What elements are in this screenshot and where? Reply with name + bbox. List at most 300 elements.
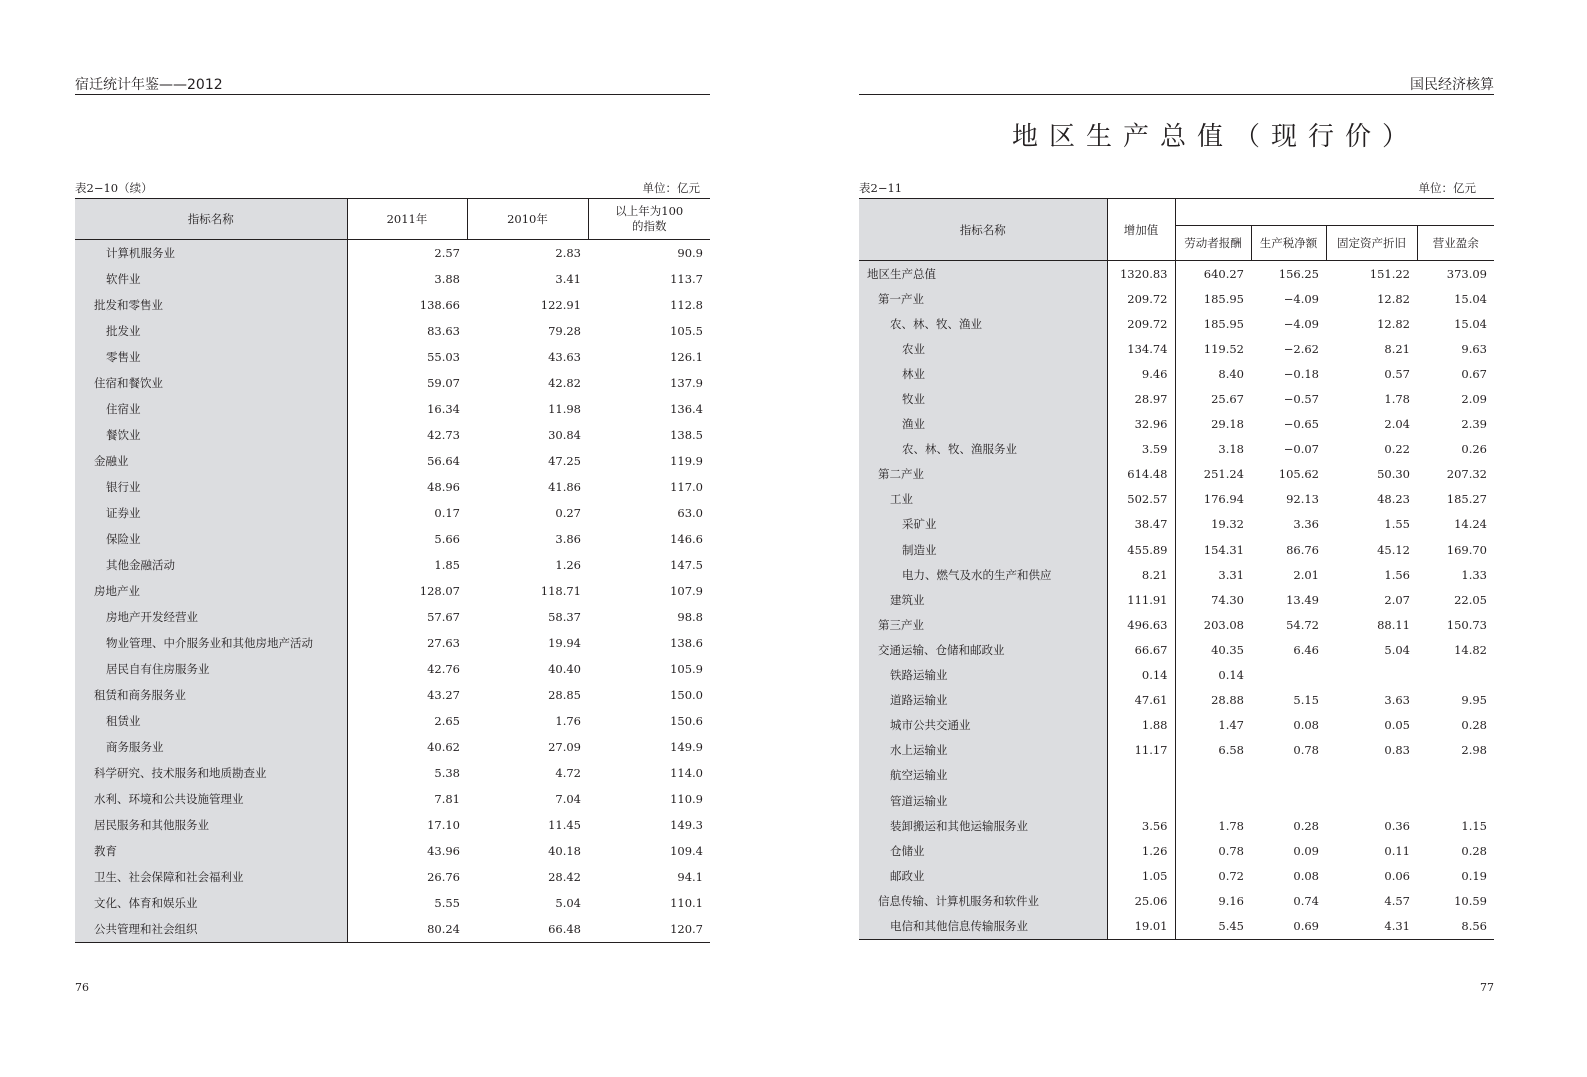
row-label: 电信和其他信息传输服务业 — [859, 913, 1107, 939]
cell-value: 1.88 — [1107, 713, 1175, 738]
table-row — [75, 708, 710, 734]
cell-value: 150.6 — [670, 714, 703, 728]
table-row — [75, 448, 710, 474]
col-header-indicator: 指标名称 — [75, 199, 347, 240]
col-header-operating-surplus: 营业盈余 — [1417, 226, 1494, 261]
table-row — [75, 500, 710, 526]
cell-value: 14.24 — [1454, 517, 1487, 532]
cell-value: 3.59 — [1107, 437, 1175, 462]
row-label: 卫生、社会保障和社会福利业 — [75, 864, 347, 890]
cell-value: 105.62 — [1278, 467, 1319, 482]
row-label: 其他金融活动 — [75, 552, 347, 578]
left-table-body — [75, 240, 710, 943]
cell-value: 27.63 — [427, 636, 460, 650]
cell-value: 40.62 — [427, 740, 460, 754]
row-label: 金融业 — [75, 448, 347, 474]
cell-value: 614.48 — [1107, 462, 1175, 487]
cell-value: 40.40 — [548, 662, 581, 676]
cell-value: 74.30 — [1211, 592, 1244, 607]
cell-value: −0.18 — [1283, 366, 1319, 381]
cell-value: 0.69 — [1293, 918, 1319, 933]
cell-value: 40.35 — [1211, 642, 1244, 657]
cell-value: −4.09 — [1283, 316, 1319, 331]
row-label: 农、林、牧、渔服务业 — [859, 437, 1107, 462]
cell-value: 0.08 — [1293, 868, 1319, 883]
table-row — [75, 786, 710, 812]
cell-value: 8.21 — [1107, 562, 1175, 587]
cell-value — [1417, 663, 1494, 688]
cell-value — [1107, 788, 1175, 813]
col-header-indicator: 指标名称 — [859, 199, 1107, 261]
cell-value: 4.31 — [1384, 918, 1410, 933]
col-header-net-production-tax: 生产税净额 — [1251, 226, 1326, 261]
cell-value: 0.26 — [1461, 442, 1487, 457]
table-row — [859, 386, 1494, 411]
cell-value: 57.67 — [427, 610, 460, 624]
cell-value: 25.06 — [1107, 888, 1175, 913]
row-label: 城市公共交通业 — [859, 713, 1107, 738]
cell-value — [1251, 763, 1326, 788]
table-row — [75, 760, 710, 786]
cell-value: 42.73 — [427, 428, 460, 442]
cell-value — [1251, 788, 1326, 813]
table-row — [75, 474, 710, 500]
cell-value: 8.40 — [1218, 366, 1244, 381]
cell-value: 2.57 — [434, 246, 460, 260]
cell-value: 3.56 — [1107, 813, 1175, 838]
row-label: 房地产业 — [75, 578, 347, 604]
row-label: 住宿和餐饮业 — [75, 370, 347, 396]
cell-value: 0.74 — [1293, 893, 1319, 908]
row-label: 软件业 — [75, 266, 347, 292]
row-label: 科学研究、技术服务和地质勘查业 — [75, 760, 347, 786]
row-label: 仓储业 — [859, 838, 1107, 863]
cell-value: 105.5 — [670, 324, 703, 338]
cell-value: 136.4 — [670, 402, 703, 416]
cell-value: 146.6 — [670, 532, 703, 546]
cell-value: 209.72 — [1107, 286, 1175, 311]
cell-value: 2.09 — [1461, 392, 1487, 407]
cell-value: 138.5 — [670, 428, 703, 442]
table-row — [859, 361, 1494, 386]
cell-value: 8.56 — [1461, 918, 1487, 933]
table-row — [75, 682, 710, 708]
cell-value: 9.63 — [1461, 341, 1487, 356]
cell-value: 59.07 — [427, 376, 460, 390]
cell-value: −2.62 — [1283, 341, 1319, 356]
cell-value: 0.67 — [1461, 366, 1487, 381]
cell-value: 80.24 — [427, 922, 460, 936]
right-header-rule — [859, 94, 1494, 95]
left-page-number: 76 — [75, 981, 89, 994]
row-label: 工业 — [859, 487, 1107, 512]
cell-value — [1417, 763, 1494, 788]
table-row — [75, 604, 710, 630]
cell-value: 14.82 — [1454, 642, 1487, 657]
table-row — [859, 637, 1494, 662]
cell-value: 1.78 — [1218, 818, 1244, 833]
cell-value: 150.73 — [1446, 617, 1487, 632]
cell-value: −0.57 — [1283, 392, 1319, 407]
cell-value: 109.4 — [670, 844, 703, 858]
cell-value: 105.9 — [670, 662, 703, 676]
cell-value: 150.0 — [670, 688, 703, 702]
right-table-caption: 表2−11 — [859, 181, 903, 195]
cell-value: 0.08 — [1293, 718, 1319, 733]
cell-value: 640.27 — [1203, 266, 1244, 281]
cell-value: 11.45 — [548, 818, 581, 832]
table-row — [859, 412, 1494, 437]
cell-value: 149.3 — [670, 818, 703, 832]
cell-value: 5.55 — [434, 896, 460, 910]
cell-value: 40.18 — [548, 844, 581, 858]
row-label: 教育 — [75, 838, 347, 864]
cell-value: 55.03 — [427, 350, 460, 364]
row-label: 制造业 — [859, 537, 1107, 562]
col-header-2011: 2011年 — [347, 199, 467, 240]
cell-value: 149.9 — [670, 740, 703, 754]
cell-value — [1251, 663, 1326, 688]
cell-value: 7.04 — [555, 792, 581, 806]
cell-value: 176.94 — [1203, 492, 1244, 507]
cell-value: 19.01 — [1107, 913, 1175, 939]
cell-value: 27.09 — [548, 740, 581, 754]
row-label: 居民自有住房服务业 — [75, 656, 347, 682]
cell-value: 2.98 — [1461, 743, 1487, 758]
cell-value: 30.84 — [548, 428, 581, 442]
cell-value — [1107, 763, 1175, 788]
cell-value: 38.47 — [1107, 512, 1175, 537]
cell-value: −0.65 — [1283, 417, 1319, 432]
cell-value: −0.07 — [1283, 442, 1319, 457]
table-row — [859, 487, 1494, 512]
cell-value: 0.14 — [1107, 663, 1175, 688]
cell-value — [1326, 663, 1417, 688]
cell-value: 0.28 — [1461, 843, 1487, 858]
col-header-depreciation: 固定资产折旧 — [1326, 226, 1417, 261]
table-row — [75, 890, 710, 916]
cell-value: 502.57 — [1107, 487, 1175, 512]
table-row — [859, 336, 1494, 361]
table-row — [75, 240, 710, 267]
cell-value: 138.6 — [670, 636, 703, 650]
cell-value: 19.94 — [548, 636, 581, 650]
table-row — [75, 630, 710, 656]
table-row — [75, 318, 710, 344]
cell-value: 94.1 — [677, 870, 703, 884]
cell-value: 48.96 — [427, 480, 460, 494]
cell-value — [1175, 763, 1251, 788]
cell-value: 1.33 — [1461, 567, 1487, 582]
row-label: 航空运输业 — [859, 763, 1107, 788]
cell-value: 0.06 — [1384, 868, 1410, 883]
cell-value: 1.47 — [1218, 718, 1244, 733]
table-row — [859, 713, 1494, 738]
cell-value: 0.36 — [1384, 818, 1410, 833]
cell-value: 185.95 — [1203, 291, 1244, 306]
row-label: 文化、体育和娱乐业 — [75, 890, 347, 916]
table-row — [75, 578, 710, 604]
row-label: 信息传输、计算机服务和软件业 — [859, 888, 1107, 913]
cell-value: 118.71 — [540, 584, 581, 598]
cell-value: 6.46 — [1293, 642, 1319, 657]
cell-value: 66.48 — [548, 922, 581, 936]
cell-value: 0.22 — [1384, 442, 1410, 457]
cell-value: 0.78 — [1293, 743, 1319, 758]
cell-value: 2.04 — [1384, 417, 1410, 432]
cell-value: 3.41 — [555, 272, 581, 286]
cell-value: 0.83 — [1384, 743, 1410, 758]
row-label: 公共管理和社会组织 — [75, 916, 347, 943]
cell-value: 110.1 — [670, 896, 703, 910]
cell-value: 5.04 — [1384, 642, 1410, 657]
cell-value: 126.1 — [670, 350, 703, 364]
cell-value: 1.55 — [1384, 517, 1410, 532]
cell-value: 12.82 — [1377, 291, 1410, 306]
cell-value: 8.21 — [1384, 341, 1410, 356]
cell-value: 3.31 — [1218, 567, 1244, 582]
row-label: 商务服务业 — [75, 734, 347, 760]
cell-value: 128.07 — [419, 584, 460, 598]
cell-value: 25.67 — [1211, 392, 1244, 407]
table-row — [859, 311, 1494, 336]
row-label: 邮政业 — [859, 863, 1107, 888]
row-label: 渔业 — [859, 412, 1107, 437]
cell-value: 58.37 — [548, 610, 581, 624]
row-label: 电力、燃气及水的生产和供应 — [859, 562, 1107, 587]
cell-value: 63.0 — [677, 506, 703, 520]
cell-value: 5.38 — [434, 766, 460, 780]
table-row — [859, 663, 1494, 688]
cell-value: 117.0 — [670, 480, 703, 494]
cell-value: 43.63 — [548, 350, 581, 364]
cell-value: 17.10 — [427, 818, 460, 832]
cell-value: 4.72 — [555, 766, 581, 780]
cell-value: 154.31 — [1203, 542, 1244, 557]
table-row — [859, 286, 1494, 311]
cell-value: 496.63 — [1107, 612, 1175, 637]
cell-value: 119.52 — [1203, 341, 1244, 356]
cell-value: 48.23 — [1377, 492, 1410, 507]
table-row — [859, 888, 1494, 913]
col-header-2010: 2010年 — [467, 199, 588, 240]
cell-value: 79.28 — [548, 324, 581, 338]
cell-value: 373.09 — [1446, 266, 1487, 281]
row-label: 采矿业 — [859, 512, 1107, 537]
cell-value: 455.89 — [1107, 537, 1175, 562]
row-label: 铁路运输业 — [859, 663, 1107, 688]
table-row — [859, 512, 1494, 537]
cell-value: 9.95 — [1461, 693, 1487, 708]
cell-value: 0.72 — [1218, 868, 1244, 883]
cell-value: 28.42 — [548, 870, 581, 884]
cell-value: 7.81 — [434, 792, 460, 806]
table-row — [75, 812, 710, 838]
row-label: 第三产业 — [859, 612, 1107, 637]
table-row — [859, 587, 1494, 612]
left-running-header: 宿迁统计年鉴——2012 — [75, 77, 223, 93]
cell-value: 185.95 — [1203, 316, 1244, 331]
cell-value: 3.63 — [1384, 693, 1410, 708]
cell-value: 147.5 — [670, 558, 703, 572]
row-label: 租赁业 — [75, 708, 347, 734]
row-label: 道路运输业 — [859, 688, 1107, 713]
row-label: 房地产开发经营业 — [75, 604, 347, 630]
row-label: 第一产业 — [859, 286, 1107, 311]
cell-value: 137.9 — [670, 376, 703, 390]
cell-value: 1.76 — [555, 714, 581, 728]
cell-value: 54.72 — [1286, 617, 1319, 632]
cell-value: 120.7 — [670, 922, 703, 936]
cell-value: 2.01 — [1293, 567, 1319, 582]
row-label: 管道运输业 — [859, 788, 1107, 813]
table-row — [75, 656, 710, 682]
cell-value: 114.0 — [670, 766, 703, 780]
cell-value — [1175, 788, 1251, 813]
table-row — [859, 738, 1494, 763]
cell-value — [1326, 788, 1417, 813]
row-label: 批发业 — [75, 318, 347, 344]
row-label: 建筑业 — [859, 587, 1107, 612]
cell-value: 1320.83 — [1107, 261, 1175, 287]
row-label: 水利、环境和公共设施管理业 — [75, 786, 347, 812]
table-row — [859, 462, 1494, 487]
table-row — [859, 562, 1494, 587]
table-row — [859, 261, 1494, 287]
cell-value: 98.8 — [677, 610, 703, 624]
table-row — [75, 396, 710, 422]
table-row — [859, 688, 1494, 713]
cell-value: 1.05 — [1107, 863, 1175, 888]
cell-value: 110.9 — [670, 792, 703, 806]
col-header-index: 以上年为100 的指数 — [588, 199, 710, 240]
cell-value: 5.45 — [1218, 918, 1244, 933]
cell-value: 19.32 — [1211, 517, 1244, 532]
cell-value: 92.13 — [1286, 492, 1319, 507]
table-row — [75, 916, 710, 943]
cell-value: 5.66 — [434, 532, 460, 546]
right-data-table — [859, 198, 1494, 940]
row-label: 居民服务和其他服务业 — [75, 812, 347, 838]
cell-value: 0.28 — [1461, 718, 1487, 733]
row-label: 装卸搬运和其他运输服务业 — [859, 813, 1107, 838]
cell-value: 2.07 — [1384, 592, 1410, 607]
cell-value: 41.86 — [548, 480, 581, 494]
cell-value: 28.97 — [1107, 386, 1175, 411]
cell-value: 86.76 — [1286, 542, 1319, 557]
cell-value: 4.57 — [1384, 893, 1410, 908]
cell-value: 32.96 — [1107, 412, 1175, 437]
cell-value: 169.70 — [1446, 542, 1487, 557]
table-row — [75, 370, 710, 396]
cell-value: 3.18 — [1218, 442, 1244, 457]
cell-value: 43.27 — [427, 688, 460, 702]
table-row — [859, 437, 1494, 462]
table-row — [75, 344, 710, 370]
cell-value: 1.78 — [1384, 392, 1410, 407]
cell-value: 1.26 — [555, 558, 581, 572]
cell-value: 88.11 — [1377, 617, 1410, 632]
left-table-caption: 表2−10（续） — [75, 181, 153, 195]
cell-value: 1.56 — [1384, 567, 1410, 582]
right-page-number: 77 — [1480, 981, 1494, 994]
row-label: 物业管理、中介服务业和其他房地产活动 — [75, 630, 347, 656]
row-label: 农业 — [859, 336, 1107, 361]
cell-value: 111.91 — [1107, 587, 1175, 612]
cell-value: 207.32 — [1446, 467, 1487, 482]
cell-value: 47.61 — [1107, 688, 1175, 713]
cell-value: 151.22 — [1369, 266, 1410, 281]
cell-value: 1.26 — [1107, 838, 1175, 863]
page-title: 地区生产总值（现行价） — [1012, 122, 1420, 152]
cell-value: 28.88 — [1211, 693, 1244, 708]
cell-value: 11.98 — [548, 402, 581, 416]
cell-value: 0.57 — [1384, 366, 1410, 381]
table-row — [75, 526, 710, 552]
col-header-labor-compensation: 劳动者报酬 — [1175, 226, 1251, 261]
col-header-value-added: 增加值 — [1107, 199, 1175, 261]
row-label: 农、林、牧、渔业 — [859, 311, 1107, 336]
table-row — [859, 863, 1494, 888]
row-label: 地区生产总值 — [859, 261, 1107, 287]
cell-value: 15.04 — [1454, 316, 1487, 331]
row-label: 计算机服务业 — [75, 240, 347, 267]
table-row — [75, 292, 710, 318]
cell-value: 2.65 — [434, 714, 460, 728]
row-label: 牧业 — [859, 386, 1107, 411]
cell-value: 0.27 — [555, 506, 581, 520]
cell-value: 66.67 — [1107, 637, 1175, 662]
cell-value: 0.17 — [434, 506, 460, 520]
table-row — [75, 734, 710, 760]
cell-value: 9.16 — [1218, 893, 1244, 908]
left-data-table — [75, 198, 710, 943]
cell-value: 122.91 — [540, 298, 581, 312]
row-label: 批发和零售业 — [75, 292, 347, 318]
cell-value: 50.30 — [1377, 467, 1410, 482]
row-label: 水上运输业 — [859, 738, 1107, 763]
cell-value: 10.59 — [1454, 893, 1487, 908]
cell-value — [1326, 763, 1417, 788]
cell-value: 9.46 — [1107, 361, 1175, 386]
right-table-body — [859, 261, 1494, 940]
row-label: 银行业 — [75, 474, 347, 500]
row-label: 保险业 — [75, 526, 347, 552]
cell-value: 1.85 — [434, 558, 460, 572]
cell-value: 138.66 — [419, 298, 460, 312]
row-label: 餐饮业 — [75, 422, 347, 448]
left-header-rule — [75, 94, 710, 95]
cell-value: 12.82 — [1377, 316, 1410, 331]
cell-value: 2.39 — [1461, 417, 1487, 432]
table-row — [75, 864, 710, 890]
cell-value: 56.64 — [427, 454, 460, 468]
cell-value: 2.83 — [555, 246, 581, 260]
cell-value: 134.74 — [1107, 336, 1175, 361]
left-unit-label: 单位：亿元 — [642, 181, 700, 195]
cell-value: 0.19 — [1461, 868, 1487, 883]
table-row — [859, 813, 1494, 838]
row-label: 证券业 — [75, 500, 347, 526]
cell-value: 0.05 — [1384, 718, 1410, 733]
cell-value: 83.63 — [427, 324, 460, 338]
cell-value: 6.58 — [1218, 743, 1244, 758]
cell-value: 3.36 — [1293, 517, 1319, 532]
row-label: 租赁和商务服务业 — [75, 682, 347, 708]
cell-value: 3.86 — [555, 532, 581, 546]
cell-value: 107.9 — [670, 584, 703, 598]
table-row — [859, 612, 1494, 637]
